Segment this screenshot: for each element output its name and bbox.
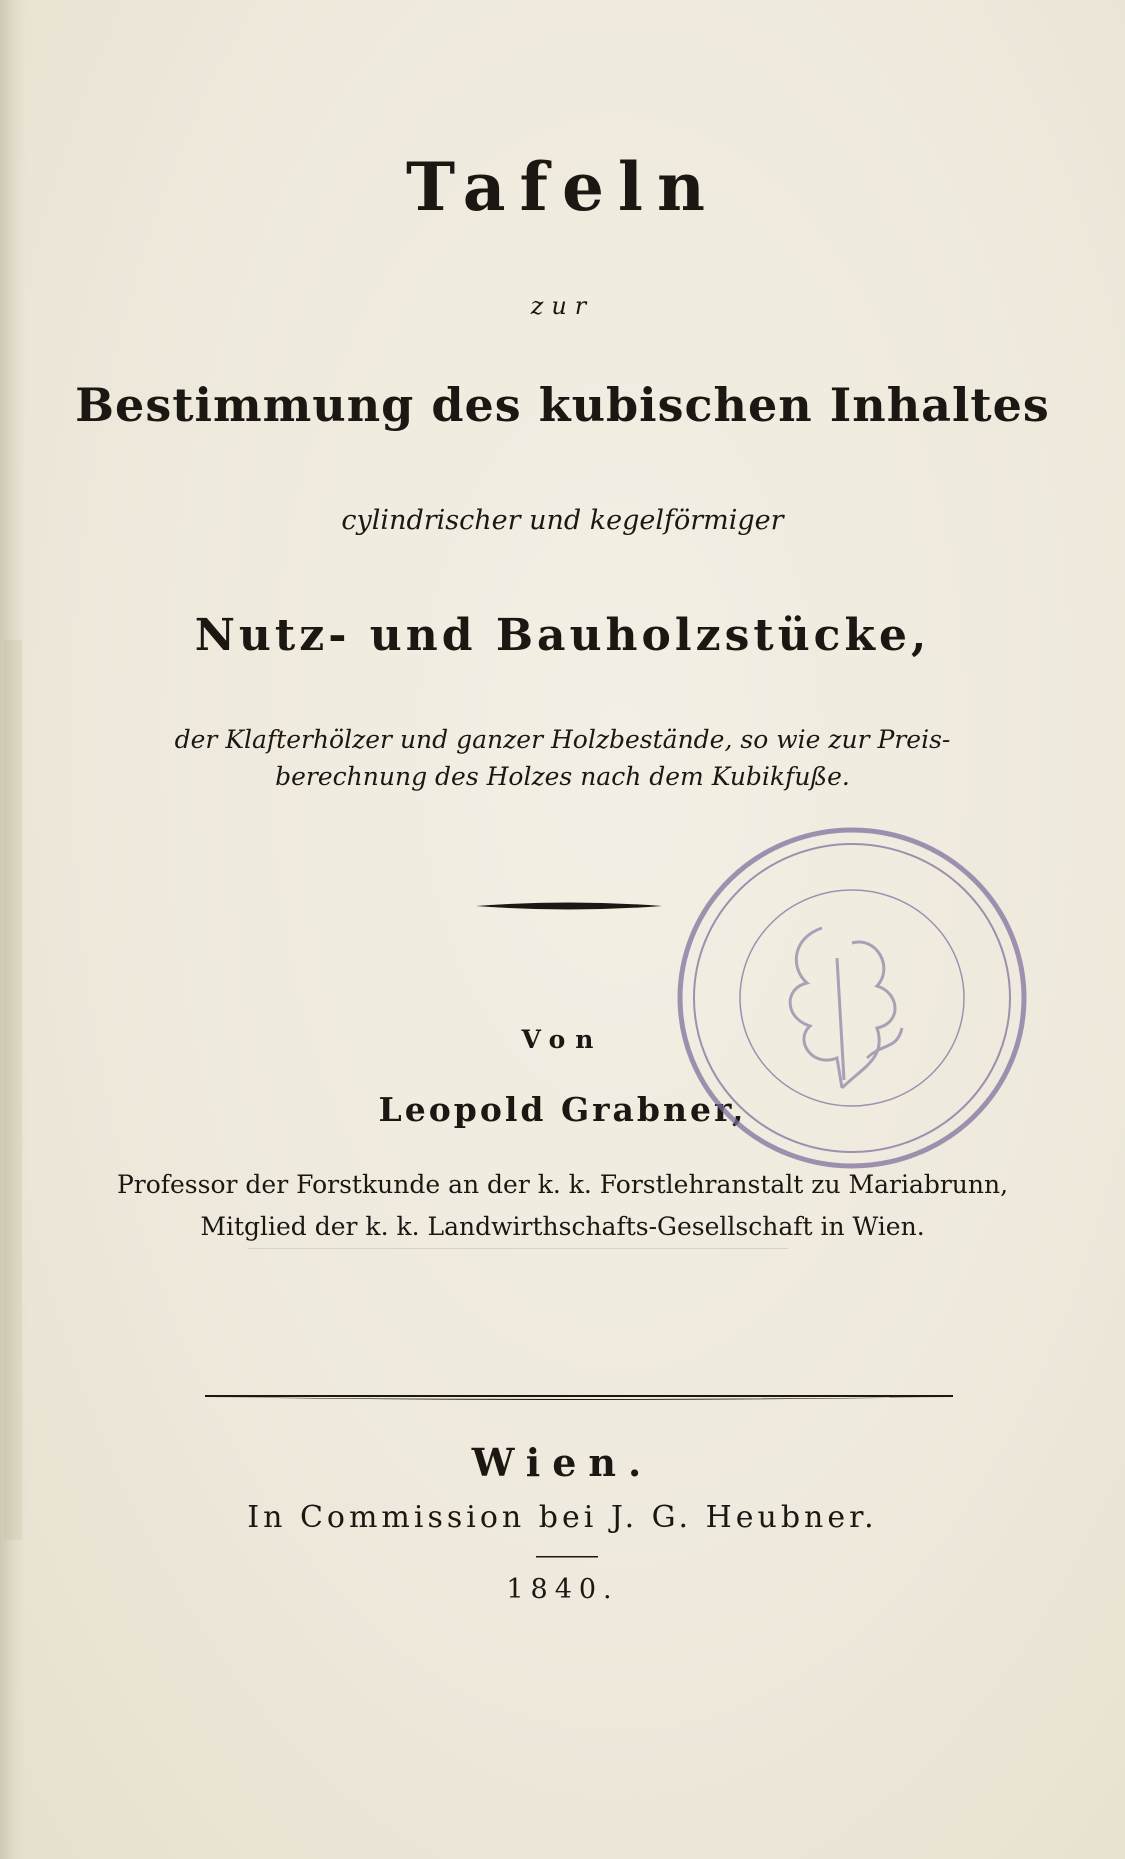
- faint-rule: [248, 1248, 788, 1249]
- subtitle-object: Nutz- und Bauholzstücke,: [194, 610, 931, 661]
- book-subtitle: Bestimmung des kubischen Inhaltes: [75, 378, 1050, 432]
- double-rule: [205, 1392, 953, 1402]
- publication-city: Wien.: [471, 1440, 654, 1485]
- publisher-line: In Commission bei J. G. Heubner.: [247, 1500, 878, 1535]
- ornamental-rule: [476, 900, 662, 912]
- title-preposition: zur: [530, 292, 595, 320]
- publication-year: 1840.: [506, 1574, 619, 1605]
- author-name: Leopold Grabner,: [378, 1090, 747, 1129]
- book-title: Tafeln: [405, 148, 719, 226]
- description-line-1: der Klafterhölzer und ganzer Holzbestände, so wie zur Preis-: [174, 725, 951, 754]
- oak-leaf-icon: [790, 928, 902, 1088]
- author-title-line-2: Mitglied der k. k. Landwirthschafts-Gesellschaft in Wien.: [200, 1212, 925, 1241]
- author-title-line-1: Professor der Forstkunde an der k. k. Forstlehranstalt zu Mariabrunn,: [116, 1170, 1009, 1199]
- library-stamp: [672, 818, 1032, 1178]
- byline-von: Von: [521, 1025, 604, 1054]
- description-line-2: berechnung des Holzes nach dem Kubikfuße.: [275, 762, 850, 791]
- subtitle-adjectives: cylindrischer und kegelförmiger: [341, 505, 784, 536]
- short-rule: [536, 1556, 598, 1559]
